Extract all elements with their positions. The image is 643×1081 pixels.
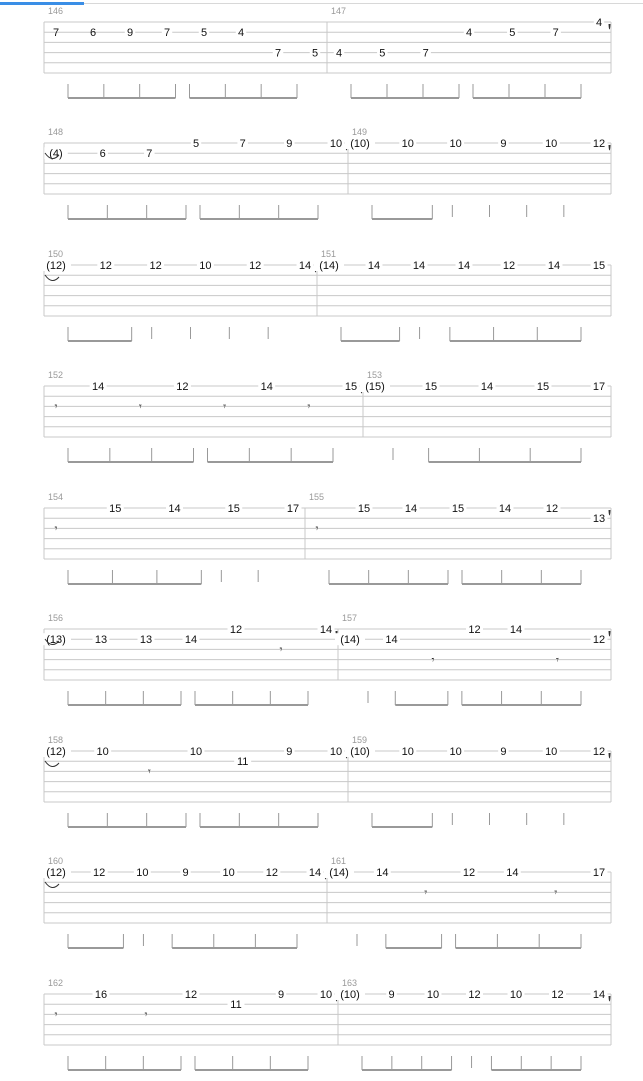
fret-number: 15	[109, 503, 122, 515]
fret-number: 10	[545, 746, 558, 758]
fret-number: 10	[449, 746, 462, 758]
fret-number: 5	[509, 27, 516, 40]
fret-number: 12	[551, 989, 564, 1001]
fret-number: (15)	[365, 381, 385, 393]
fret-number: 9	[182, 867, 189, 879]
rest-glyph: 𝄾	[54, 1009, 58, 1022]
fret-number: 14	[498, 503, 512, 515]
fret-number: 5	[311, 47, 319, 60]
fret-number: 9	[286, 746, 293, 758]
fret-number: (14)	[319, 260, 339, 272]
rest-glyph: 7	[52, 27, 60, 39]
rest-glyph: 𝄾	[431, 654, 435, 667]
fret-number: (13)	[46, 634, 66, 647]
fret-number: 7	[422, 47, 429, 60]
fret-number: 12	[592, 634, 606, 647]
fret-number: 9	[500, 746, 507, 758]
measure-number: 161	[331, 856, 347, 866]
measure-number: 148	[48, 127, 64, 137]
fret-number: 14	[404, 503, 418, 515]
measure-number: 163	[342, 978, 358, 988]
fret-number: 14	[168, 503, 181, 515]
fret-number: 7	[239, 138, 246, 150]
fret-number: 4	[237, 27, 245, 40]
fret-number: 14	[308, 867, 322, 879]
fret-number: 4	[335, 47, 343, 60]
measure-number: 160	[48, 856, 64, 866]
fret-number: 12	[545, 503, 559, 515]
fret-number: 12	[184, 989, 198, 1001]
rest-glyph: 𝄾	[54, 523, 58, 536]
fret-number: 12	[93, 867, 106, 879]
fret-number: 12	[176, 381, 189, 393]
fret-number: 12	[229, 624, 243, 636]
measure-number: 155	[309, 492, 325, 502]
fret-number: 14	[509, 624, 523, 636]
fret-number: 15	[227, 503, 240, 515]
fret-number: 16	[94, 989, 108, 1001]
fret-number: 15	[536, 381, 550, 393]
fret-number: 13	[592, 513, 606, 526]
tie-arc	[45, 882, 59, 888]
fret-number: (10)	[350, 138, 370, 150]
fret-number: 5	[379, 47, 386, 60]
fret-number: 14	[319, 624, 333, 636]
tie-arc	[45, 275, 59, 281]
rest-glyph: 𝄾	[424, 887, 428, 900]
fret-number: 10	[426, 989, 440, 1001]
fret-number: 12	[592, 746, 606, 758]
fret-number: 4	[465, 27, 473, 40]
measure-number: 150	[48, 249, 64, 259]
fret-number: 12	[468, 624, 481, 636]
fret-number: (10)	[340, 989, 360, 1001]
rest-glyph: 𝄾	[223, 401, 227, 414]
tie-arc	[609, 631, 610, 636]
fret-number: (12)	[46, 867, 66, 879]
fret-number: 15	[592, 260, 606, 272]
tie-arc	[609, 510, 610, 515]
tie-arc	[609, 24, 610, 29]
fret-number: 9	[388, 989, 395, 1001]
measure-number: 149	[352, 127, 368, 137]
fret-number: 12	[502, 260, 516, 272]
measure-number: 157	[342, 613, 358, 623]
fret-number: 12	[592, 138, 606, 150]
fret-number: 10	[96, 746, 109, 758]
fret-number: (12)	[46, 260, 66, 272]
measure-number: 162	[48, 978, 64, 988]
fret-number: 14	[367, 260, 381, 272]
fret-number: 12	[99, 260, 112, 272]
fret-number: 14	[592, 989, 606, 1001]
fret-number: 12	[265, 867, 278, 879]
fret-number: (4)	[49, 148, 63, 161]
fret-number: 14	[376, 867, 389, 879]
fret-number: 12	[462, 867, 476, 879]
fret-number: 5	[200, 27, 208, 40]
fret-number: 7	[163, 27, 171, 40]
fret-number: 10	[189, 746, 203, 758]
fret-number: 14	[385, 634, 398, 647]
fret-number: 15	[357, 503, 371, 515]
fret-number: 6	[99, 148, 106, 161]
fret-number: 14	[480, 381, 494, 393]
measure-number: 153	[367, 370, 383, 380]
fret-number: 10	[329, 138, 343, 150]
measure-number: 159	[352, 735, 368, 745]
fret-number: 15	[451, 503, 465, 515]
fret-number: 10	[401, 138, 414, 150]
measure-number: 154	[48, 492, 64, 502]
fret-number: 17	[592, 867, 606, 879]
fret-number: 10	[509, 989, 523, 1001]
fret-number: 14	[298, 260, 312, 272]
fret-number: 7	[146, 148, 153, 161]
fret-number: (10)	[350, 746, 370, 758]
tie-arc	[45, 761, 59, 767]
fret-number: (14)	[329, 867, 349, 879]
rest-glyph: 𝄾	[138, 401, 142, 414]
fret-number: (14)	[340, 634, 360, 647]
fret-number: 7	[552, 27, 559, 40]
rest-glyph: 𝄾	[315, 523, 319, 536]
tie-arc	[609, 996, 610, 1001]
measure-number: 147	[331, 6, 347, 16]
fret-number: 12	[468, 989, 481, 1001]
fret-number: 17	[592, 381, 606, 393]
fret-number: 14	[506, 867, 519, 879]
fret-number: 10	[319, 989, 333, 1001]
rest-glyph: 6	[89, 27, 97, 39]
measure-number: 146	[48, 6, 64, 16]
fret-number: 9	[277, 989, 285, 1001]
fret-number: 5	[192, 138, 200, 150]
fret-number: 11	[230, 999, 242, 1012]
fret-number: 10	[449, 138, 462, 150]
fret-number: 10	[136, 867, 149, 879]
fret-number: 10	[222, 867, 235, 879]
fret-number: 14	[260, 381, 273, 393]
tie-arc	[609, 753, 610, 758]
fret-number: 13	[139, 634, 153, 647]
fret-number: 4	[595, 17, 603, 29]
fret-number: 13	[94, 634, 108, 647]
fret-number: 14	[92, 381, 105, 393]
fret-number: 14	[457, 260, 471, 272]
rest-glyph: 𝄾	[554, 887, 558, 900]
fret-number: 10	[329, 746, 343, 758]
fret-number: 14	[184, 634, 198, 647]
fret-number: 14	[412, 260, 426, 272]
fret-number: 10	[401, 746, 414, 758]
fret-number: 9	[286, 138, 293, 150]
fret-number: 9	[126, 27, 134, 40]
fret-number: 10	[199, 260, 212, 272]
fret-number: 15	[344, 381, 358, 393]
rest-glyph: 𝄾	[144, 1009, 148, 1022]
measure-number: 158	[48, 735, 64, 745]
rest-glyph: 𝄾	[54, 401, 58, 414]
fret-number: 14	[547, 260, 561, 272]
fret-number: 7	[274, 47, 282, 60]
fret-number: 15	[424, 381, 438, 393]
rest-glyph: 𝄾	[147, 766, 151, 779]
measure-number: 151	[321, 249, 337, 259]
measure-number: 152	[48, 370, 64, 380]
fret-number: 11	[236, 756, 249, 769]
rest-glyph: 𝄾	[556, 654, 559, 667]
fret-number: 10	[545, 138, 558, 150]
tie-arc	[609, 145, 610, 150]
fret-number: 12	[149, 260, 162, 272]
fret-number: (12)	[46, 746, 66, 758]
measure-number: 156	[48, 613, 64, 623]
fret-number: 12	[249, 260, 262, 272]
fret-number: 9	[500, 138, 507, 150]
rest-glyph: 𝄾	[279, 644, 283, 657]
rest-glyph: 𝄾	[307, 401, 311, 414]
fret-number: 17	[286, 503, 300, 515]
